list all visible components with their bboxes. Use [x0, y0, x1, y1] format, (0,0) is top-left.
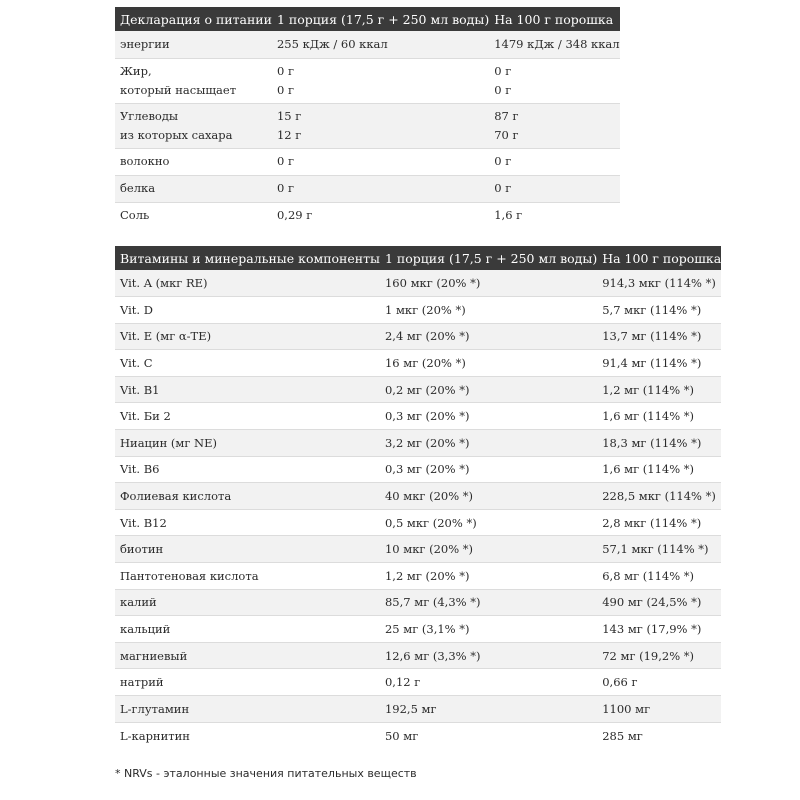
- vitamin-row: [115, 696, 721, 723]
- vitamin-label: калий: [115, 589, 380, 616]
- portion-value: 0,5 мкг (20% *): [380, 509, 597, 536]
- vitamin-label: Vit. A (мкг RE): [115, 270, 380, 297]
- portion-value: 10 мкг (20% *): [380, 536, 597, 563]
- per100-value: 57,1 мкг (114% *): [597, 536, 721, 563]
- vitamin-row: [115, 722, 721, 749]
- portion-value: 40 мкг (20% *): [380, 483, 597, 510]
- vitamin-label: биотин: [115, 536, 380, 563]
- per100-value: 285 мг: [597, 722, 721, 749]
- nutrition-cell-portion: [272, 31, 489, 58]
- portion-value: 12 г: [276, 127, 302, 142]
- vitamin-label: L-глутамин: [115, 696, 380, 723]
- vitamin-row: [115, 297, 721, 324]
- portion-value: 25 мг (3,1% *): [380, 616, 597, 643]
- per100-value: 914,3 мкг (114% *): [597, 270, 721, 297]
- per100-value: 0,66 г: [597, 669, 721, 696]
- portion-value: 1,2 мг (20% *): [380, 563, 597, 590]
- portion-value: 192,5 мг: [380, 696, 597, 723]
- vitamin-label: Vit. B6: [115, 456, 380, 483]
- vitamin-label: Vit. D: [115, 297, 380, 324]
- nutrition-row: [115, 103, 620, 148]
- vitamin-row: [115, 323, 721, 350]
- nutrition-cell-portion: [272, 103, 489, 148]
- per100-value: 1,6 г: [494, 208, 523, 223]
- portion-value: 0 г: [276, 154, 294, 168]
- nutrient-label: волокно: [120, 154, 170, 168]
- per100-value: 5,7 мкг (114% *): [597, 297, 721, 324]
- vitamin-label: натрий: [115, 669, 380, 696]
- per100-value: 228,5 мкг (114% *): [597, 483, 721, 510]
- vitamin-row: [115, 430, 721, 457]
- per100-value: 0 г: [494, 82, 512, 97]
- portion-value: 0,12 г: [380, 669, 597, 696]
- portion-value: 16 мг (20% *): [380, 350, 597, 377]
- portion-value: 255 кДж / 60 ккал: [276, 36, 388, 51]
- nutrition-row: [115, 58, 620, 103]
- vitamins-table: [115, 246, 721, 749]
- vitamin-label: Vit. E (мг α-TE): [115, 323, 380, 350]
- portion-value: 2,4 мг (20% *): [380, 323, 597, 350]
- nutrient-label: из которых сахара: [120, 127, 233, 142]
- vitamin-label: кальций: [115, 616, 380, 643]
- portion-value: 15 г: [276, 108, 302, 123]
- per100-value: 1,6 мг (114% *): [597, 403, 721, 430]
- per100-value: 143 мг (17,9% *): [597, 616, 721, 643]
- vitamins-header-row: [115, 246, 721, 270]
- vitamin-label: Vit. C: [115, 350, 380, 377]
- footnote: * NRVs - эталонные значения питательных веществ: [115, 767, 417, 780]
- nutrition-cell-portion: [272, 175, 489, 202]
- nutrition-row: [115, 148, 620, 175]
- vitamin-row: [115, 669, 721, 696]
- portion-value: 50 мг: [380, 722, 597, 749]
- portion-value: 1 мкг (20% *): [380, 297, 597, 324]
- portion-value: 160 мкг (20% *): [380, 270, 597, 297]
- per100-value: 0 г: [494, 154, 512, 168]
- per100-value: 13,7 мг (114% *): [597, 323, 721, 350]
- vitamin-row: [115, 350, 721, 377]
- nutrition-header-row: [115, 7, 620, 31]
- vitamins-header-portion: 1 порция (17,5 г + 250 мл воды): [380, 246, 597, 270]
- vitamin-label: Ниацин (мг NE): [115, 430, 380, 457]
- nutrition-cell-label: [115, 175, 272, 202]
- per100-value: 6,8 мг (114% *): [597, 563, 721, 590]
- vitamins-header-per100: На 100 г порошка: [597, 246, 721, 270]
- nutrition-header-per100: На 100 г порошка: [489, 7, 619, 31]
- vitamin-row: [115, 616, 721, 643]
- vitamin-row: [115, 376, 721, 403]
- vitamin-label: магниевый: [115, 642, 380, 669]
- portion-value: 3,2 мг (20% *): [380, 430, 597, 457]
- nutrition-header-portion: 1 порция (17,5 г + 250 мл воды): [272, 7, 489, 31]
- vitamin-label: Фолиевая кислота: [115, 483, 380, 510]
- nutrition-row: [115, 175, 620, 202]
- portion-value: 12,6 мг (3,3% *): [380, 642, 597, 669]
- nutrition-header-label: Декларация о питании: [115, 7, 272, 31]
- vitamin-row: [115, 403, 721, 430]
- nutrient-label: Углеводы: [120, 108, 179, 123]
- portion-value: 0,3 мг (20% *): [380, 403, 597, 430]
- nutrition-cell-label: [115, 148, 272, 175]
- nutrition-cell-per100: [489, 175, 619, 202]
- per100-value: 87 г: [494, 108, 519, 123]
- nutrition-cell-per100: [489, 31, 619, 58]
- nutrient-label: Жир,: [120, 63, 152, 78]
- portion-value: 0 г: [276, 82, 294, 97]
- per100-value: 72 мг (19,2% *): [597, 642, 721, 669]
- per100-value: 2,8 мкг (114% *): [597, 509, 721, 536]
- per100-value: 0 г: [494, 63, 512, 78]
- portion-value: 0,29 г: [276, 208, 313, 223]
- nutrition-cell-portion: [272, 202, 489, 229]
- vitamins-header-label: Витамины и минеральные компоненты: [115, 246, 380, 270]
- nutrition-table: [115, 7, 620, 229]
- per100-value: 1,2 мг (114% *): [597, 376, 721, 403]
- nutrition-cell-per100: [489, 202, 619, 229]
- vitamin-label: Vit. B12: [115, 509, 380, 536]
- nutrition-cell-portion: [272, 58, 489, 103]
- vitamin-row: [115, 456, 721, 483]
- nutrition-cell-label: [115, 31, 272, 58]
- vitamin-row: [115, 536, 721, 563]
- vitamin-label: Vit. Би 2: [115, 403, 380, 430]
- nutrition-cell-per100: [489, 103, 619, 148]
- nutrition-cell-per100: [489, 148, 619, 175]
- per100-value: 91,4 мг (114% *): [597, 350, 721, 377]
- nutrition-cell-per100: [489, 58, 619, 103]
- per100-value: 70 г: [494, 127, 519, 142]
- nutrient-label: энергии: [120, 36, 170, 51]
- nutrient-label: белка: [120, 181, 156, 195]
- nutrient-label: Соль: [120, 208, 150, 223]
- per100-value: 18,3 мг (114% *): [597, 430, 721, 457]
- per100-value: 490 мг (24,5% *): [597, 589, 721, 616]
- vitamin-row: [115, 483, 721, 510]
- nutrient-label: который насыщает: [120, 82, 237, 97]
- nutrition-cell-portion: [272, 148, 489, 175]
- vitamin-label: Пантотеновая кислота: [115, 563, 380, 590]
- portion-value: 0,2 мг (20% *): [380, 376, 597, 403]
- per100-value: 1,6 мг (114% *): [597, 456, 721, 483]
- per100-value: 1479 кДж / 348 ккал: [494, 36, 620, 51]
- vitamin-row: [115, 589, 721, 616]
- vitamin-row: [115, 270, 721, 297]
- nutrition-row: [115, 31, 620, 58]
- vitamin-label: L-карнитин: [115, 722, 380, 749]
- nutrition-row: [115, 202, 620, 229]
- vitamin-row: [115, 563, 721, 590]
- nutrition-cell-label: [115, 103, 272, 148]
- vitamin-row: [115, 509, 721, 536]
- vitamin-label: Vit. B1: [115, 376, 380, 403]
- portion-value: 0 г: [276, 63, 294, 78]
- portion-value: 85,7 мг (4,3% *): [380, 589, 597, 616]
- portion-value: 0,3 мг (20% *): [380, 456, 597, 483]
- nutrition-cell-label: [115, 202, 272, 229]
- portion-value: 0 г: [276, 181, 294, 195]
- nutrition-cell-label: [115, 58, 272, 103]
- vitamin-row: [115, 642, 721, 669]
- per100-value: 0 г: [494, 181, 512, 195]
- per100-value: 1100 мг: [597, 696, 721, 723]
